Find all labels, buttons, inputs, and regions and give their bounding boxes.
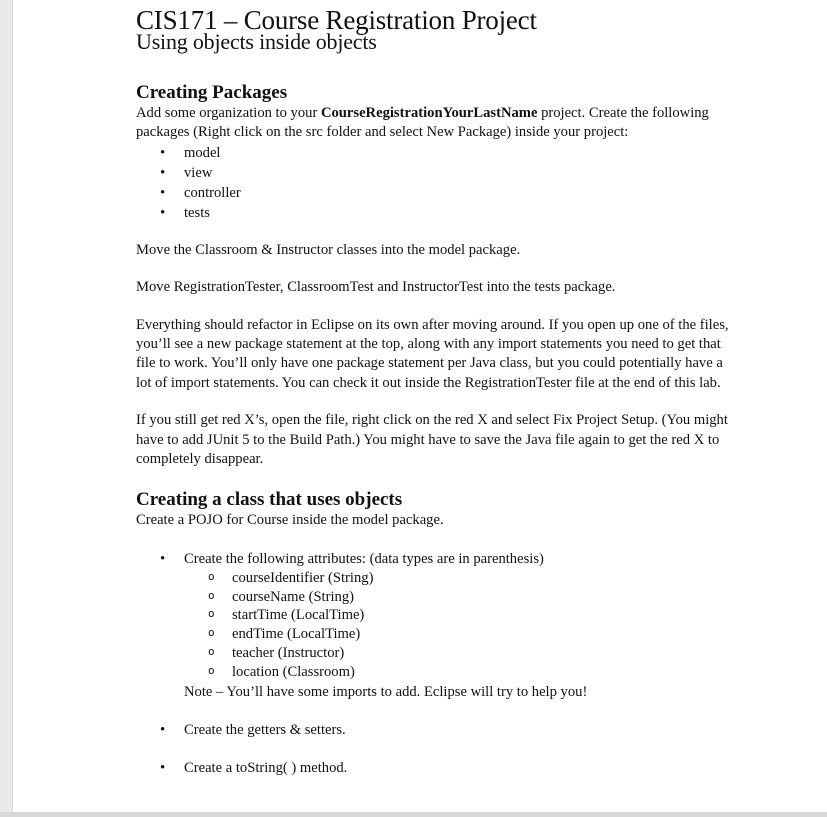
heading-creating-packages: Creating Packages (136, 82, 288, 103)
steps-list-continued-2 (136, 758, 736, 778)
paragraph-move-tests: Move RegistrationTester, ClassroomTest and InstructorTest into the tests package. (136, 279, 616, 296)
list-item: • controller (136, 183, 736, 203)
class-objects-intro: Create a POJO for Course inside the model package. (136, 512, 444, 529)
list-item: • model (136, 143, 736, 163)
paragraph-move-model: Move the Classroom & Instructor classes into the model package. (136, 241, 521, 258)
packages-intro (136, 104, 736, 143)
list-item: o teacher (Instructor) (184, 644, 736, 663)
list-item: o courseIdentifier (String) (184, 569, 736, 588)
document-title: CIS171 – Course Registration Project (136, 5, 537, 35)
list-item: o courseName (String) (184, 588, 736, 607)
step-getters-setters: • Create the getters & setters. (136, 720, 736, 740)
steps-list (136, 549, 736, 569)
step-attributes (136, 549, 736, 569)
imports-note: Note – You’ll have some imports to add. Eclipse will try to help you! (184, 683, 588, 700)
attribute-list (184, 569, 736, 682)
steps-list-continued (136, 720, 736, 740)
heading-class-objects: Creating a class that uses objects (136, 489, 403, 511)
document-subtitle: Using objects inside objects (136, 29, 377, 54)
list-item: • tests (136, 203, 736, 223)
packages-intro-prefix: Add some organization to your (136, 105, 321, 121)
packages-intro-suffix: project. Create the following packages (Right click on the src folder and select New Package) inside your project: (136, 105, 709, 141)
page-bottom-edge (0, 812, 827, 817)
step-tostring: • Create a toString( ) method. (136, 758, 736, 778)
step-attributes-label: Create the following attributes: (data types are in parenthesis) (184, 550, 544, 567)
list-item: o location (Classroom) (184, 663, 736, 682)
paragraph-red-x: If you still get red X’s, open the file, right click on the red X and select Fix Project Setup. (You might have to add JUnit 5 to the Build Path.) You might have to save the Java file again to get the red X to completely disappear. (136, 412, 728, 468)
project-name: CourseRegistrationYourLastName (320, 105, 538, 121)
package-list (136, 143, 736, 223)
page-left-margin (0, 0, 13, 817)
list-item: o endTime (LocalTime) (184, 625, 736, 644)
document-page (136, 0, 736, 778)
list-item: o startTime (LocalTime) (184, 606, 736, 625)
list-item: • view (136, 163, 736, 183)
paragraph-refactor: Everything should refactor in Eclipse on its own after moving around. If you open up one of the files, you’ll see a new package statement at the top, along with any import statements you need to get that file to work. You’ll only have one package statement per Java class, but you could potentially have a lot of import statements. You can check it out inside the RegistrationTester file at the end of this lab. (136, 316, 729, 391)
